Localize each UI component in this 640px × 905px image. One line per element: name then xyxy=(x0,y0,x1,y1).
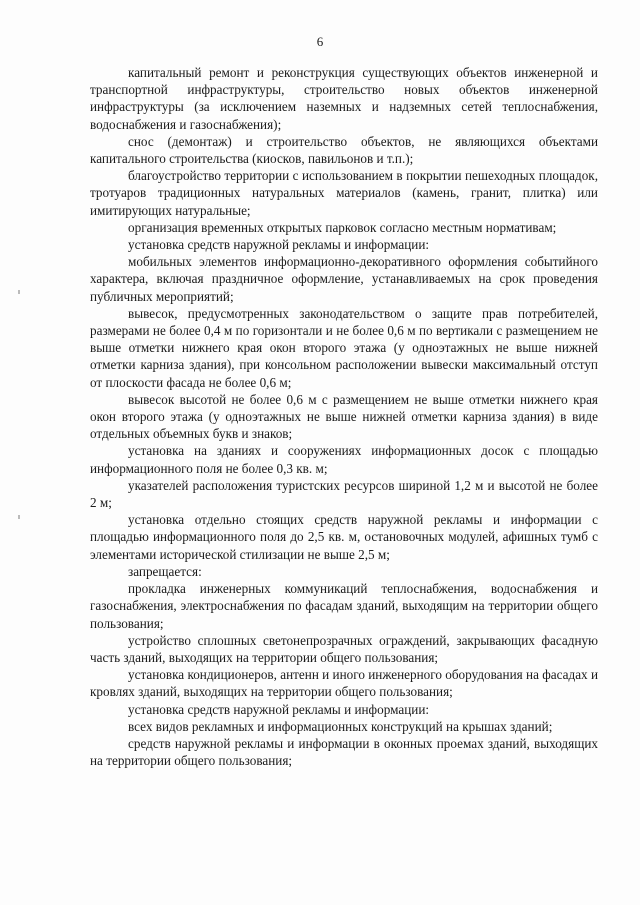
paragraph: указателей расположения туристских ресурсов шириной 1,2 м и высотой не более 2 м; xyxy=(90,477,598,511)
paragraph: всех видов рекламных и информационных конструкций на крышах зданий; xyxy=(128,718,553,734)
paragraph: капитальный ремонт и реконструкция существующих объектов инженерной и транспортной инфраструктуры, строительство новых объектов инженерной инфраструктуры (за исключением наземных и надземных сетей теплоснабжения, водоснабжения и газоснабжения); xyxy=(90,65,598,132)
paragraph: установка средств наружной рекламы и информации: xyxy=(128,701,430,717)
paragraph: благоустройство территории с использованием в покрытии пешеходных площадок, тротуаров традиционных натуральных материалов (камень, гранит, плитка) или имитирующих натуральные; xyxy=(90,168,598,218)
paragraph: установка средств наружной рекламы и информации: xyxy=(128,237,430,253)
paragraph: запрещается: xyxy=(128,563,202,579)
paragraph: установка на зданиях и сооружениях информационных досок с площадью информационного поля не более 0,3 кв. м; xyxy=(90,443,598,476)
paragraph: вывесок, предусмотренных законодательством о защите прав потребителей, размерами не более 0,4 м по горизонтали и не более 0,6 м по вертикали с размещением не выше отметки нижнего края окон второго этажа (у одноэтажных не выше нижней отметки карниза здания), при консольном расположении вывески максимальный отступ от плоскости фасада не более 0,6 м; xyxy=(90,305,598,390)
paragraph: мобильных элементов информационно-декоративного оформления событийного характера, включая праздничное оформление, устанавливаемых на срок проведения публичных мероприятий; xyxy=(90,254,598,304)
scan-margin-mark xyxy=(18,515,20,519)
paragraph: средств наружной рекламы и информации в оконных проемах зданий, выходящих на территории общего пользования; xyxy=(90,735,598,769)
paragraph: вывесок высотой не более 0,6 м с размещением не выше отметки нижнего края окон второго этажа (у одноэтажных не выше нижней отметки карниза здания) в виде отдельных объемных букв и знаков; xyxy=(90,391,598,442)
page-number: 6 xyxy=(316,34,324,49)
paragraph: снос (демонтаж) и строительство объектов, не являющихся объектами капитального строительства (киосков, павильонов и т.п.); xyxy=(90,133,598,167)
body-text xyxy=(90,64,598,769)
paragraph: прокладка инженерных коммуникаций теплоснабжения, водоснабжения и газоснабжения, электроснабжения по фасадам зданий, выходящим на территории общего пользования; xyxy=(90,581,598,631)
paragraph: устройство сплошных светонепрозрачных ограждений, закрывающих фасадную часть зданий, выходящих на территории общего пользования; xyxy=(90,632,598,665)
paragraph: установка кондиционеров, антенн и иного инженерного оборудования на фасадах и кровлях зданий, выходящих на территории общего пользования; xyxy=(90,667,598,700)
scan-margin-mark xyxy=(18,290,20,294)
paragraph: организация временных открытых парковок согласно местным нормативам; xyxy=(128,219,557,235)
paragraph: установка отдельно стоящих средств наружной рекламы и информации с площадью информационного поля до 2,5 кв. м, остановочных модулей, афишных тумб с элементами исторической стилизации не выше 2,5 м; xyxy=(90,512,598,562)
